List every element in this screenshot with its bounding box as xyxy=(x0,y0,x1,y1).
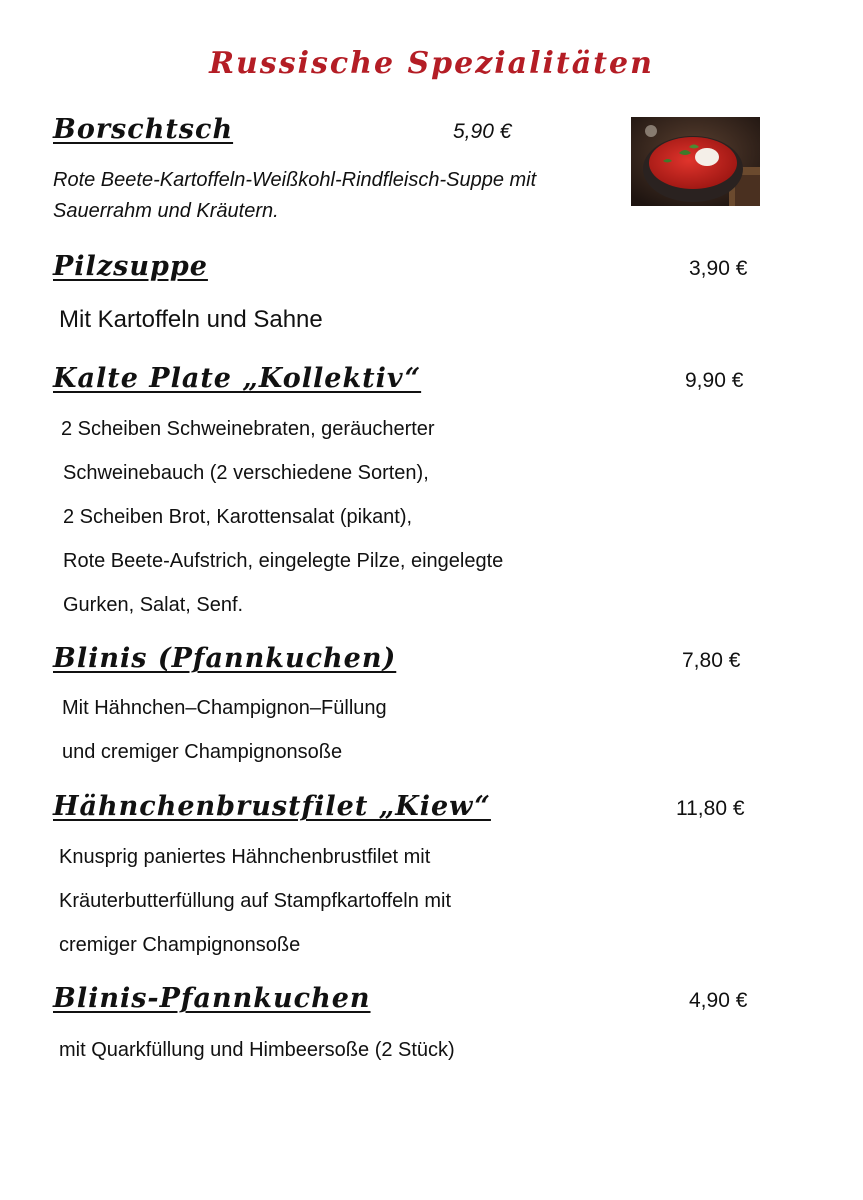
dish-desc-line: 2 Scheiben Schweinebraten, geräucherter xyxy=(61,418,435,440)
dish-desc-line: Sauerrahm und Kräutern. xyxy=(53,200,279,222)
dish-desc-line: cremiger Champignonsoße xyxy=(59,934,301,956)
dish-price-kalte-plate: 9,90 € xyxy=(685,369,744,392)
dish-desc-line: Kräuterbutterfüllung auf Stampfkartoffeln mit xyxy=(59,890,452,912)
dish-name-pilzsuppe: Pilzsuppe xyxy=(53,251,208,282)
dish-desc-line: Rote Beete-Aufstrich, eingelegte Pilze, eingelegte xyxy=(63,550,504,572)
borschtsch-photo xyxy=(631,117,760,206)
dish-desc-line: 2 Scheiben Brot, Karottensalat (pikant), xyxy=(63,506,413,528)
dish-desc-line: Gurken, Salat, Senf. xyxy=(63,594,244,616)
dish-desc-line: Schweinebauch (2 verschiedene Sorten), xyxy=(63,462,429,484)
dish-price-borschtsch: 5,90 € xyxy=(453,120,512,143)
dish-desc-line: und cremiger Champignonsoße xyxy=(62,741,343,763)
dish-price-pilzsuppe: 3,90 € xyxy=(689,257,748,280)
dish-name-blinis: Blinis (Pfannkuchen) xyxy=(53,643,397,674)
dish-price-blinis: 7,80 € xyxy=(682,649,741,672)
dish-name-kiew: Hähnchenbrustfilet „Kiew“ xyxy=(53,791,491,822)
soup-bowl-image xyxy=(631,117,760,206)
dish-name-kalte-plate: Kalte Plate „Kollektiv“ xyxy=(53,363,422,394)
dish-desc-line: Mit Hähnchen–Champignon–Füllung xyxy=(62,697,387,719)
dish-desc-line: Mit Kartoffeln und Sahne xyxy=(59,306,323,333)
dish-desc-line: Rote Beete-Kartoffeln-Weißkohl-Rindfleisch-Suppe mit xyxy=(53,169,537,191)
dish-desc-line: Knusprig paniertes Hähnchenbrustfilet mit xyxy=(59,846,431,868)
menu-title: Russische Spezialitäten xyxy=(209,46,654,81)
dish-price-blinis-pfannkuchen: 4,90 € xyxy=(689,989,748,1012)
dish-price-kiew: 11,80 € xyxy=(676,797,745,820)
dish-name-borschtsch: Borschtsch xyxy=(53,114,234,145)
dish-name-blinis-pfannkuchen: Blinis-Pfannkuchen xyxy=(53,983,371,1014)
dish-desc-line: mit Quarkfüllung und Himbeersoße (2 Stück) xyxy=(59,1039,455,1061)
